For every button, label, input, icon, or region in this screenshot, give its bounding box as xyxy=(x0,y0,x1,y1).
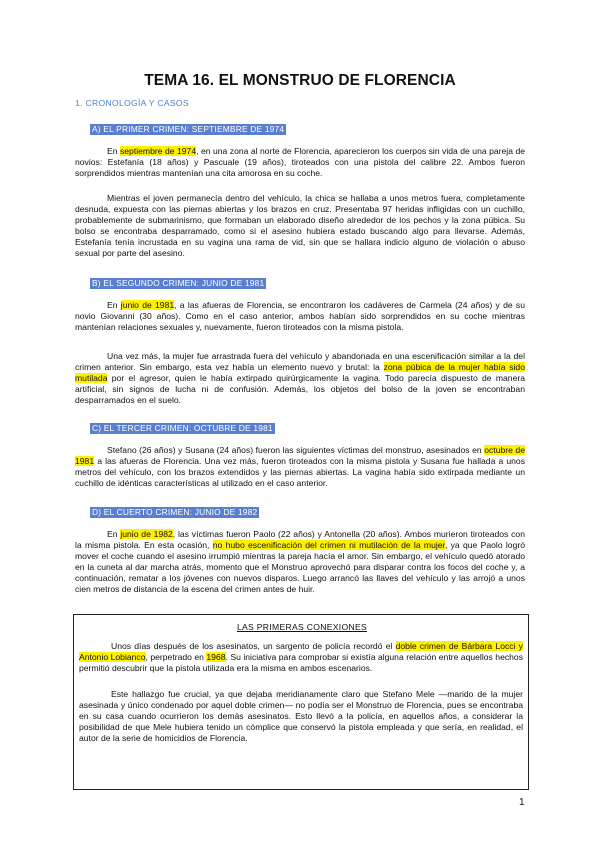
text-run: , las víctimas fueron Paolo (22 años) y Antonella (20 años). Ambos murieron tiroteados con la misma pistola. En esta ocasión, xyxy=(75,529,525,551)
page-number: 1 xyxy=(519,797,525,808)
text-run: Una vez más, la mujer fue arrastrada fuera del vehículo y abandonada en una escenificación similar a la del crimen anterior. Sin embargo, esta vez había un elemento nuevo y brutal: la xyxy=(75,351,525,373)
highlighted-text: 1968 xyxy=(206,652,226,663)
text-run: , en una zona al norte de Florencia, aparecieron los cuerpos sin vida de una pareja de novios: Estefanía (18 años) y Pascuale (19 años), tiroteados con una pistola del calibre 22. Ambos fueron sorprendidos mientras mantenían una cita amorosa en su coche. xyxy=(75,146,526,179)
text-run: , ya que Paolo logró mover el coche cuando el asesino irrumpió mientras la pareja hacía el amor. Sin embargo, el vehículo quedó atorado en la cuneta al dar marcha atrás, momento que el Monstruo aprovechó para disparar contra los focos del coche y, a continuación, rematar a los jóvenes con nuevos disparos. Luego arrancó las llaves del vehículo y las arrojó a unos cien metros de distancia de la escena del crimen antes de huir. xyxy=(75,540,525,595)
text-run: por el agresor, quien le había extirpado quirúrgicamente la vagina. Todo parecía dispuesto de manera artificial, sin signos de lucha ni de confusión. Además, los objetos del bolso de la joven se encontraban desparramados en el suelo. xyxy=(75,373,525,406)
text-run: En xyxy=(107,300,121,310)
text-run: Mientras el joven permanecía dentro del vehículo, la chica se hallaba a unos metros fuera, completamente desnuda, expuesta con las piernas abiertas y los brazos en cruz. Presentaba 97 heridas infligidas con un cuchillo, probablemente de submarinismo, que formaban un elaborado diseño alrededor de los pechos y la zona púbica. Su bolso se encontraba desparramado, como si el asesino hubiera estado buscando algo para llevarse. Además, Estefanía tenía incrustada en su vagina una rama de vid, sin que se hallara indicio alguno de violación o abuso sexual por parte del asesino. xyxy=(75,193,525,259)
highlighted-text: octubre de 1981 xyxy=(75,445,525,467)
connections-box xyxy=(73,614,529,790)
text-run: a las afueras de Florencia. Una vez más, fueron tiroteados con la misma pistola y Susana fue hallada a unos metros del vehículo, con los brazos extendidos y las piernas abiertas. La vagina había sido extirpada mediante un cuchillo de idénticas características al utilizado en el caso anterior. xyxy=(75,456,525,489)
box-paragraph-2 xyxy=(79,689,523,744)
case-d-heading: D) EL CUERTO CRIMEN: JUNIO DE 1982 xyxy=(92,507,258,517)
case-c-paragraph-1 xyxy=(75,445,525,489)
case-a-heading: A) EL PRIMER CRIMEN: SEPTIEMBRE DE 1974 xyxy=(92,124,285,134)
highlighted-text: zona púbica de la mujer había sido mutilada xyxy=(75,362,525,384)
case-b-heading: B) EL SEGUNDO CRIMEN: JUNIO DE 1981 xyxy=(92,278,265,288)
highlighted-text: junio de 1981 xyxy=(120,300,175,310)
case-a-paragraph-2 xyxy=(75,193,525,260)
box-paragraph-1 xyxy=(79,641,523,674)
case-b-paragraph-2 xyxy=(75,351,525,406)
box-title: LAS PRIMERAS CONEXIONES xyxy=(236,622,368,632)
text-run: , a las afueras de Florencia, se encontraron los cadáveres de Carmela (24 años) y de su novio Giovanni (30 años). Como en el caso anterior, ambos habían sido sorprendidos en su coche mientras mantenían relaciones sexuales y, nuevamente, fueron tiroteados con la misma pistola. xyxy=(75,300,525,333)
highlighted-text: junio de 1982 xyxy=(120,529,173,539)
text-run: En xyxy=(107,529,121,539)
highlighted-text: no hubo escenificación del crimen ni mutilación de la mujer xyxy=(212,540,445,551)
text-run: Stefano (26 años) y Susana (24 años) fueron las siguientes víctimas del monstruo, asesinados en xyxy=(107,445,485,455)
section-title: 1. CRONOLOGÍA Y CASOS xyxy=(75,98,189,108)
text-run: Unos días después de los asesinatos, un sargento de policía recordó el xyxy=(111,641,396,651)
highlighted-text: doble crimen de Bárbara Locci y Antonio Lobianco xyxy=(79,641,523,663)
case-c-heading: C) EL TERCER CRIMEN: OCTUBRE DE 1981 xyxy=(92,423,273,433)
case-d-paragraph-1 xyxy=(75,529,525,596)
text-run: . Su iniciativa para comprobar si existía alguna relación entre aquellos hechos permitió descubrir que la pistola utilizada era la misma en ambos escenarios. xyxy=(79,652,523,674)
page-title: TEMA 16. EL MONSTRUO DE FLORENCIA xyxy=(144,72,456,89)
highlighted-text: septiembre de 1974 xyxy=(119,146,197,156)
case-a-paragraph-1 xyxy=(75,146,525,179)
text-run: En xyxy=(107,146,120,156)
text-run: Este hallazgo fue crucial, ya que dejaba meridianamente claro que Stefano Mele —marido de la mujer asesinada y único condenado por aquel doble crimen— no podía ser el Monstruo de Florencia, pues se encontraba en su casa cuando ocurrieron los demás asesinatos. Esto llevó a la policía, en aquellos años, a considerar la posibilidad de que Mele hubiera tenido un cómplice que conservó la pistola empleada y que sería, en realidad, el autor de la serie de homicidios de Florencia. xyxy=(79,689,523,744)
case-b-paragraph-1 xyxy=(75,300,525,333)
text-run: , perpetrado en xyxy=(145,652,207,663)
